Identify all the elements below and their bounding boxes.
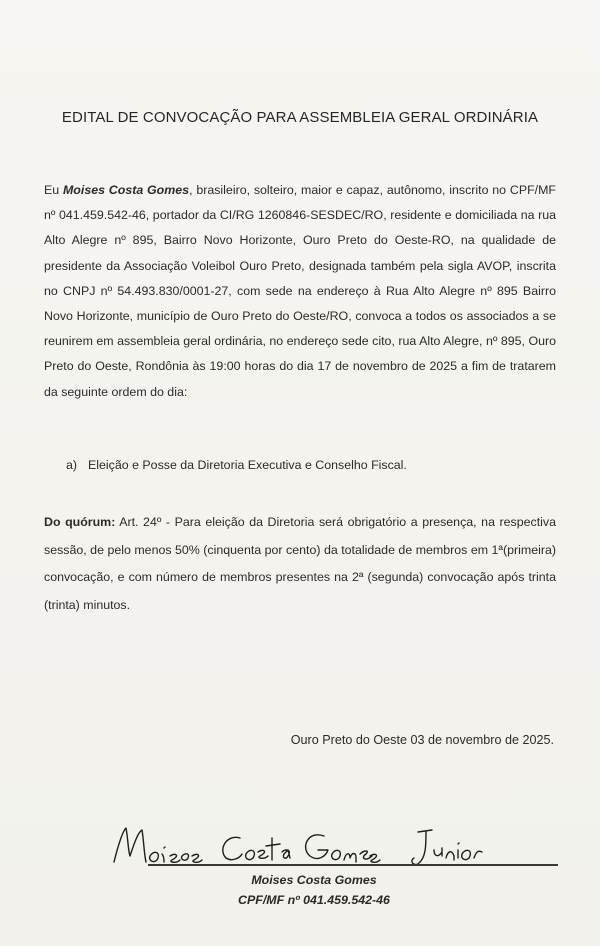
intro-text: , brasileiro, solteiro, maior e capaz, autônomo, inscrito no CPF/MF nº 041.459.542-46, portador da CI/RG 1260846-SESDEC/RO, residente e domiciliada na rua Alto Alegre nº 895, Bairro Novo Horizonte, Ouro Preto do Oeste-RO, na qualidade de presidente da Associação Voleibol Ouro Preto, designada também pela sigla AVOP, inscrita no CNPJ nº 54.493.830/0001-27, com sede na endereço à Rua Alto Alegre nº 895 Bairro Novo Horizonte, município de Ouro Preto do Oeste/RO, convoca a todos os associados a se reunirem em assembleia geral ordinária, no endereço sede cito, rua Alto Alegre, nº 895, Ouro Preto do Oeste, Rondônia às 19:00 horas do dia 17 de novembro de 2025 a fim de tratarem da seguinte ordem do dia: <box>44 183 557 399</box>
document-title: EDITAL DE CONVOCAÇÃO PARA ASSEMBLEIA GERAL ORDINÁRIA <box>61 109 539 126</box>
agenda-item <box>66 458 407 472</box>
handwritten-signature <box>100 816 560 876</box>
president-name: Moises Costa Gomes <box>62 183 190 197</box>
quorum-text: Art. 24º - Para eleição da Diretoria será obrigatório a presença, na respectiva sessão, de pelo menos 50% (cinquenta por cento) da totalidade de membros em 1ª(primeira) convocação, e com número de membros presentes na 2ª (segunda) convocação após trinta (trinta) minutos. <box>44 515 556 612</box>
signer-cpf: CPF/MF nº 041.459.542-46 <box>238 893 390 907</box>
agenda-item-marker: a) <box>66 458 78 472</box>
agenda-item-text: Eleição e Posse da Diretoria Executiva e Conselho Fiscal. <box>88 458 407 472</box>
intro-prefix: Eu <box>44 183 63 197</box>
date-line: Ouro Preto do Oeste 03 de novembro de 2025. <box>290 733 554 747</box>
convocation-paragraph <box>44 178 556 405</box>
quorum-label: Do quórum: <box>44 515 116 529</box>
signer-name: Moises Costa Gomes <box>251 873 377 887</box>
signature-line <box>148 864 558 866</box>
quorum-paragraph <box>44 509 556 619</box>
